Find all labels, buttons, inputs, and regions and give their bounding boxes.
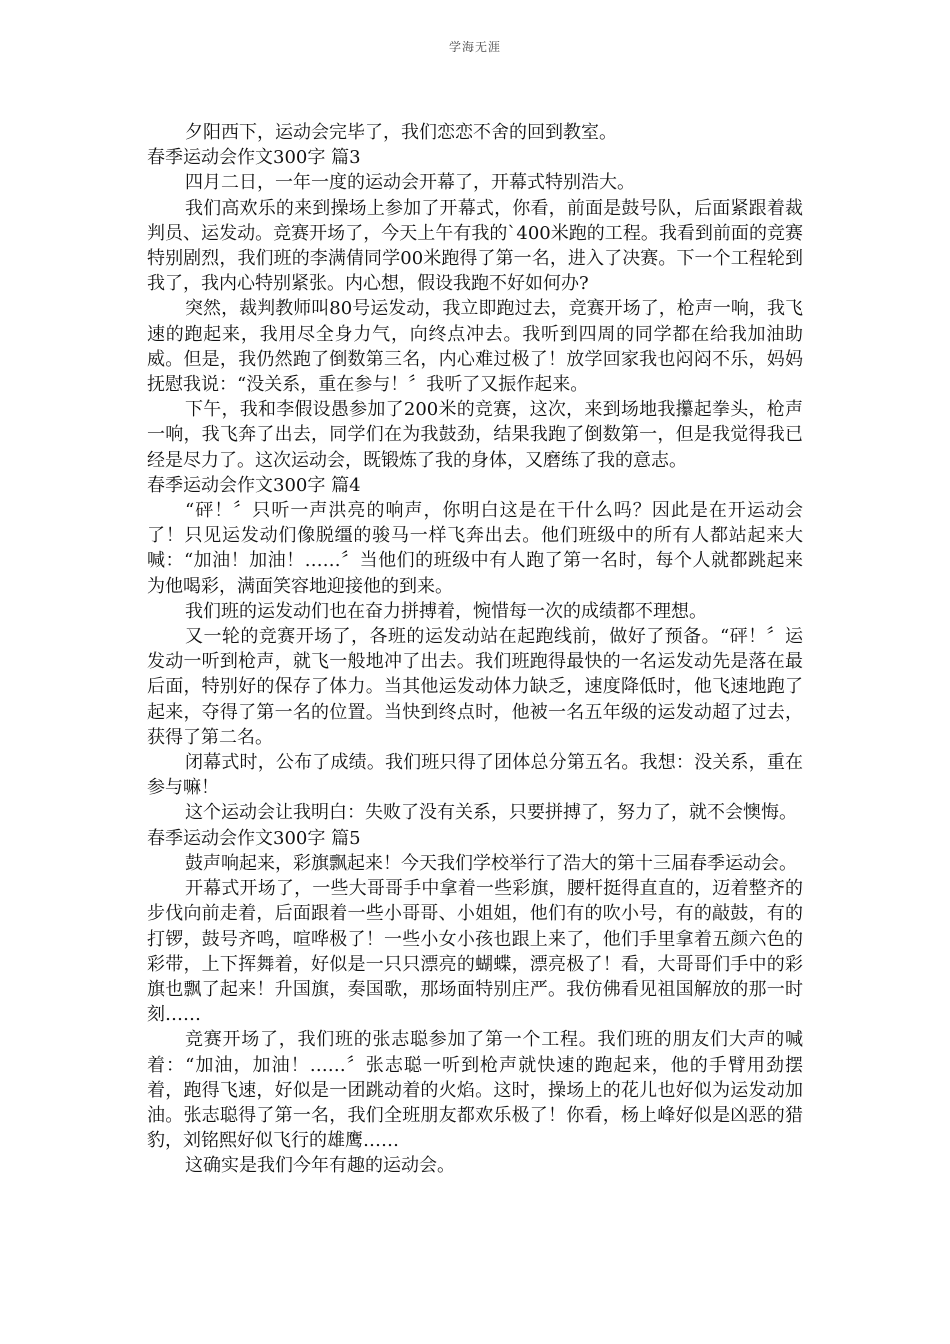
page-header: 学海无涯 — [448, 40, 501, 54]
paragraph: 开幕式开场了，一些大哥哥手中拿着一些彩旗，腰杆挺得直直的，迈着整齐的步伐向前走着，后面跟着一些小哥哥、小姐姐，他们有的吹小号，有的敲鼓，有的打锣，鼓号齐鸣，喧哗极了！一些小女小孩也跟上来了，他们手里拿着五颜六色的彩带，上下挥舞着，好似是一只只漂亮的蝴蝶，漂亮极了！看，大哥哥们手中的彩旗也飘了起来！升国旗，奏国歌，那场面特别庄严。我仿佛看见祖国解放的那一时刻…… — [147, 878, 803, 1026]
paragraph: 闭幕式时，公布了成绩。我们班只得了团体总分第五名。我想：没关系，重在参与嘛！ — [147, 752, 803, 799]
paragraph: 四月二日，一年一度的运动会开幕了，开幕式特别浩大。 — [185, 172, 635, 194]
paragraph: 又一轮的竞赛开场了，各班的运发动站在起跑线前，做好了预备。“砰！〞运发动一听到枪声，就飞一般地冲了出去。我们班跑得最快的一名运发动先是落在最后面，特别好的保存了体力。当其他运发动体力缺乏，速度降低时，他飞速地跑了起来，夺得了第一名的位置。当快到终点时，他被一名五年级的运发动超了过去，获得了第二名。 — [147, 626, 803, 748]
paragraph: 竞赛开场了，我们班的张志聪参加了第一个工程。我们班的朋友们大声的喊着：“加油，加油！……〞张志聪一听到枪声就快速的跑起来，他的手臂用劲摆着，跑得飞速，好似是一团跳动着的火焰。这时，操场上的花儿也好似为运发动加油。张志聪得了第一名，我们全班朋友都欢乐极了！你看，杨上峰好似是凶恶的猎豹，刘铭熙好似飞行的雄鹰…… — [147, 1029, 803, 1152]
section-heading: 春季运动会作文300字 篇5 — [147, 827, 361, 849]
paragraph: “砰！〞只听一声洪亮的响声，你明白这是在干什么吗？因此是在开运动会了！只见运发动们像脱缰的骏马一样飞奔出去。他们班级中的所有人都站起来大喊：“加油！加油！……〞当他们的班级中有人跑了第一名时，每个人就都跳起来为他喝彩，满面笑容地迎接他的到来。 — [147, 500, 803, 597]
paragraph: 这确实是我们今年有趣的运动会。 — [185, 1155, 455, 1177]
document-body — [147, 120, 803, 1179]
paragraph: 夕阳西下，运动会完毕了，我们恋恋不舍的回到教室。 — [185, 122, 617, 143]
paragraph: 这个运动会让我明白：失败了没有关系，只要拼搏了，努力了，就不会懊悔。 — [185, 802, 797, 824]
section-heading: 春季运动会作文300字 篇3 — [147, 147, 361, 169]
paragraph: 我们高欢乐的来到操场上参加了开幕式，你看，前面是鼓号队，后面紧跟着裁判员、运发动。竞赛开场了，今天上午有我的`400米跑的工程。我看到前面的竞赛特别剧烈，我们班的李满倩同学00米跑得了第一名，进入了决赛。下一个工程轮到我了，我内心特别紧张。内心想，假设我跑不好如何办? — [147, 197, 803, 295]
paragraph: 下午，我和李假设愚参加了200米的竞赛，这次，来到场地我攥起拳头，枪声一响，我飞奔了出去，同学们在为我鼓劲，结果我跑了倒数第一，但是我觉得我已经是尽力了。这次运动会，既锻炼了我的身体，又磨练了我的意志。 — [147, 399, 803, 471]
paragraph: 突然，裁判教师叫80号运发动，我立即跑过去，竞赛开场了，枪声一响，我飞速的跑起来，我用尽全身力气，向终点冲去。我听到四周的同学都在给我加油助威。但是，我仍然跑了倒数第三名，内心难过极了！放学回家我也闷闷不乐，妈妈抚慰我说：“没关系，重在参与！〞我听了又振作起来。 — [147, 298, 803, 396]
section-heading: 春季运动会作文300字 篇4 — [147, 474, 361, 496]
paragraph: 我们班的运发动们也在奋力拼搏着，惋惜每一次的成绩都不理想。 — [185, 600, 707, 622]
paragraph: 鼓声响起来，彩旗飘起来！今天我们学校举行了浩大的第十三届春季运动会。 — [185, 852, 797, 874]
